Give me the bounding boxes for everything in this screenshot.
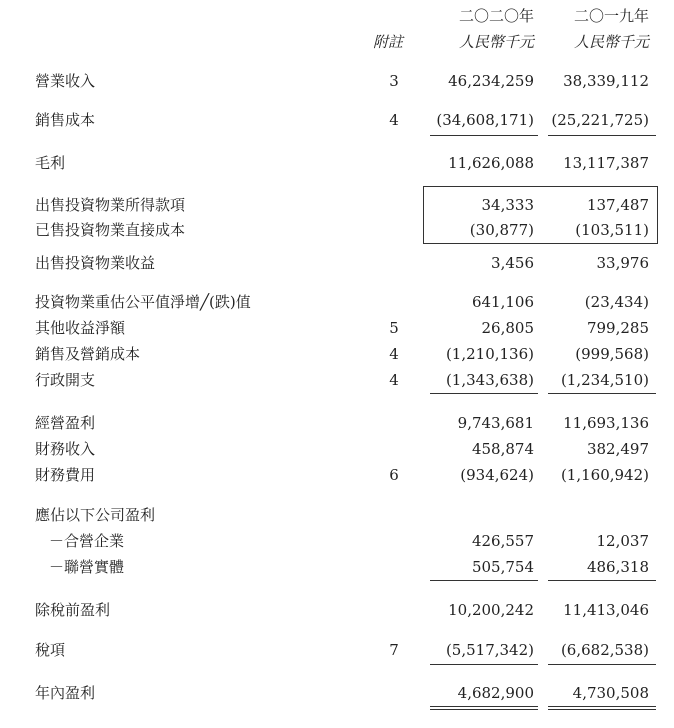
row-label: 投資物業重估公平值淨增╱(跌)值 bbox=[35, 293, 251, 311]
row-value-2019: 486,318 bbox=[586, 558, 649, 576]
row-value-2019: 12,037 bbox=[596, 532, 649, 550]
row-note: 5 bbox=[389, 319, 399, 337]
row-note: 4 bbox=[389, 111, 399, 129]
row-label: 除稅前盈利 bbox=[35, 601, 111, 619]
row-label: －合營企業 bbox=[49, 532, 125, 550]
row-value-2019: (1,160,942) bbox=[560, 466, 649, 484]
row-value-2019: (999,568) bbox=[575, 345, 649, 363]
row-label: 應佔以下公司盈利 bbox=[35, 506, 156, 524]
row-value-2020: 426,557 bbox=[471, 532, 534, 550]
row-value-2019: 4,730,508 bbox=[572, 684, 649, 702]
row-label: 財務費用 bbox=[35, 466, 96, 484]
row-value-2019: (23,434) bbox=[584, 293, 649, 311]
row-value-2019: 11,693,136 bbox=[563, 414, 649, 432]
row-value-2020: (30,877) bbox=[469, 221, 534, 239]
row-value-2020: 458,874 bbox=[471, 440, 534, 458]
row-value-2020: 505,754 bbox=[471, 558, 534, 576]
row-value-2019: (6,682,538) bbox=[560, 641, 649, 659]
header-unit-2020: 人民幣千元 bbox=[458, 33, 534, 51]
subtotal-rule bbox=[430, 135, 538, 136]
row-note: 6 bbox=[389, 466, 399, 484]
row-value-2020: 26,805 bbox=[481, 319, 534, 337]
row-value-2019: 13,117,387 bbox=[563, 154, 649, 172]
total-rule bbox=[430, 709, 538, 710]
row-value-2019: 38,339,112 bbox=[563, 72, 649, 90]
row-value-2020: 9,743,681 bbox=[457, 414, 534, 432]
subtotal-rule bbox=[548, 664, 656, 665]
subtotal-rule bbox=[548, 580, 656, 581]
total-rule bbox=[548, 709, 656, 710]
row-label: 已售投資物業直接成本 bbox=[35, 221, 186, 239]
row-label: 營業收入 bbox=[35, 72, 96, 90]
row-value-2020: 641,106 bbox=[471, 293, 534, 311]
row-value-2020: 46,234,259 bbox=[448, 72, 534, 90]
row-value-2020: 10,200,242 bbox=[448, 601, 534, 619]
row-value-2019: 799,285 bbox=[586, 319, 649, 337]
header-unit-2019: 人民幣千元 bbox=[573, 33, 649, 51]
total-rule bbox=[548, 706, 656, 707]
row-label: 銷售及營銷成本 bbox=[35, 345, 141, 363]
row-label: 出售投資物業收益 bbox=[35, 254, 156, 272]
subtotal-rule bbox=[548, 393, 656, 394]
row-label: 經營盈利 bbox=[35, 414, 96, 432]
row-value-2020: (1,343,638) bbox=[445, 371, 534, 389]
row-value-2020: (34,608,171) bbox=[436, 111, 534, 129]
header-year-2020: 二〇二〇年 bbox=[458, 7, 534, 25]
total-rule bbox=[430, 706, 538, 707]
row-label: 年內盈利 bbox=[35, 684, 96, 702]
row-value-2019: 11,413,046 bbox=[563, 601, 649, 619]
row-value-2019: (1,234,510) bbox=[560, 371, 649, 389]
row-note: 4 bbox=[389, 371, 399, 389]
row-value-2019: (25,221,725) bbox=[551, 111, 649, 129]
row-label: －聯營實體 bbox=[49, 558, 125, 576]
row-label: 銷售成本 bbox=[35, 111, 96, 129]
row-label: 出售投資物業所得款項 bbox=[35, 196, 186, 214]
row-value-2020: (1,210,136) bbox=[445, 345, 534, 363]
row-value-2020: 34,333 bbox=[481, 196, 534, 214]
subtotal-rule bbox=[548, 135, 656, 136]
subtotal-rule bbox=[430, 580, 538, 581]
row-label: 財務收入 bbox=[35, 440, 96, 458]
row-value-2019: 382,497 bbox=[586, 440, 649, 458]
row-value-2020: (5,517,342) bbox=[445, 641, 534, 659]
row-value-2020: 4,682,900 bbox=[457, 684, 534, 702]
header-year-2019: 二〇一九年 bbox=[573, 7, 649, 25]
row-note: 4 bbox=[389, 345, 399, 363]
row-value-2019: (103,511) bbox=[575, 221, 649, 239]
header-note-label: 附註 bbox=[373, 33, 404, 51]
subtotal-rule bbox=[430, 664, 538, 665]
row-note: 3 bbox=[389, 72, 399, 90]
row-label: 毛利 bbox=[35, 154, 66, 172]
row-label: 其他收益淨額 bbox=[35, 319, 126, 337]
row-value-2019: 137,487 bbox=[586, 196, 649, 214]
row-value-2019: 33,976 bbox=[596, 254, 649, 272]
row-value-2020: 11,626,088 bbox=[448, 154, 534, 172]
row-value-2020: 3,456 bbox=[491, 254, 534, 272]
row-label: 稅項 bbox=[35, 641, 66, 659]
row-value-2020: (934,624) bbox=[460, 466, 534, 484]
row-label: 行政開支 bbox=[35, 371, 96, 389]
row-note: 7 bbox=[389, 641, 399, 659]
subtotal-rule bbox=[430, 393, 538, 394]
